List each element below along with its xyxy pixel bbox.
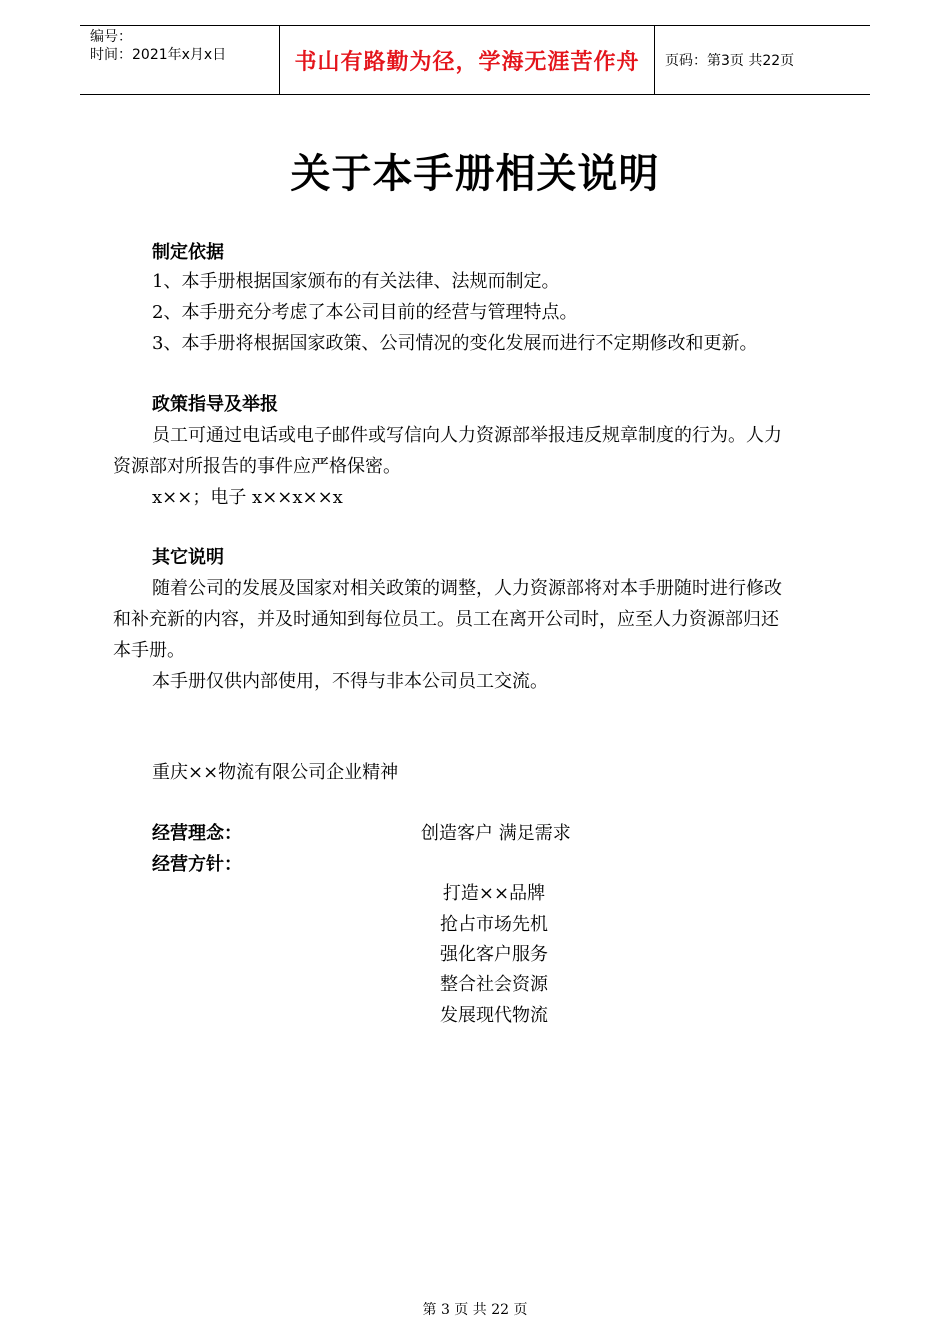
other-line-1: 随着公司的发展及国家对相关政策的调整，人力资源部将对本手册随时进行修改 (152, 578, 782, 599)
policy-item-3: 强化客户服务 (440, 944, 548, 965)
policy-item-5: 发展现代物流 (440, 1005, 548, 1026)
header-time: 时间：2021年x月x日 (90, 47, 227, 63)
header-motto: 书山有路勤为径，学海无涯苦作舟 (280, 26, 655, 94)
philosophy-value: 创造客户 满足需求 (421, 823, 571, 844)
report-line-2: 资源部对所报告的事件应严格保密。 (113, 456, 401, 477)
header-number: 编号： (90, 29, 132, 45)
other-line-3: 本手册。 (113, 640, 185, 661)
basis-item-1: 1、本手册根据国家颁布的有关法律、法规而制定。 (152, 271, 560, 292)
policy-item-2: 抢占市场先机 (440, 914, 548, 935)
other-line-4: 本手册仅供内部使用，不得与非本公司员工交流。 (152, 671, 548, 692)
section-heading-basis: 制定依据 (152, 242, 224, 263)
page-header (80, 25, 870, 95)
policy-item-4: 整合社会资源 (440, 974, 548, 995)
basis-item-2: 2、本手册充分考虑了本公司目前的经营与管理特点。 (152, 302, 578, 323)
basis-item-3: 3、本手册将根据国家政策、公司情况的变化发展而进行不定期修改和更新。 (152, 333, 758, 354)
report-line-1: 员工可通过电话或电子邮件或写信向人力资源部举报违反规章制度的行为。人力 (152, 425, 782, 446)
policy-label: 经营方针： (152, 854, 242, 875)
report-line-3: x××；电子 x××x××x (152, 487, 343, 508)
other-line-2: 和补充新的内容，并及时通知到每位员工。员工在离开公司时，应至人力资源部归还 (113, 609, 779, 630)
policy-item-1: 打造××品牌 (442, 883, 546, 904)
section-heading-other: 其它说明 (152, 547, 224, 568)
section-heading-report: 政策指导及举报 (152, 394, 278, 415)
document-title: 关于本手册相关说明 (290, 151, 660, 197)
philosophy-label: 经营理念： (152, 823, 242, 844)
spirit-title: 重庆××物流有限公司企业精神 (152, 762, 399, 783)
header-page-number: 页码：第3页 共22页 (665, 53, 795, 69)
header-meta (80, 26, 280, 94)
page-footer: 第 3 页 共 22 页 (422, 1302, 528, 1318)
